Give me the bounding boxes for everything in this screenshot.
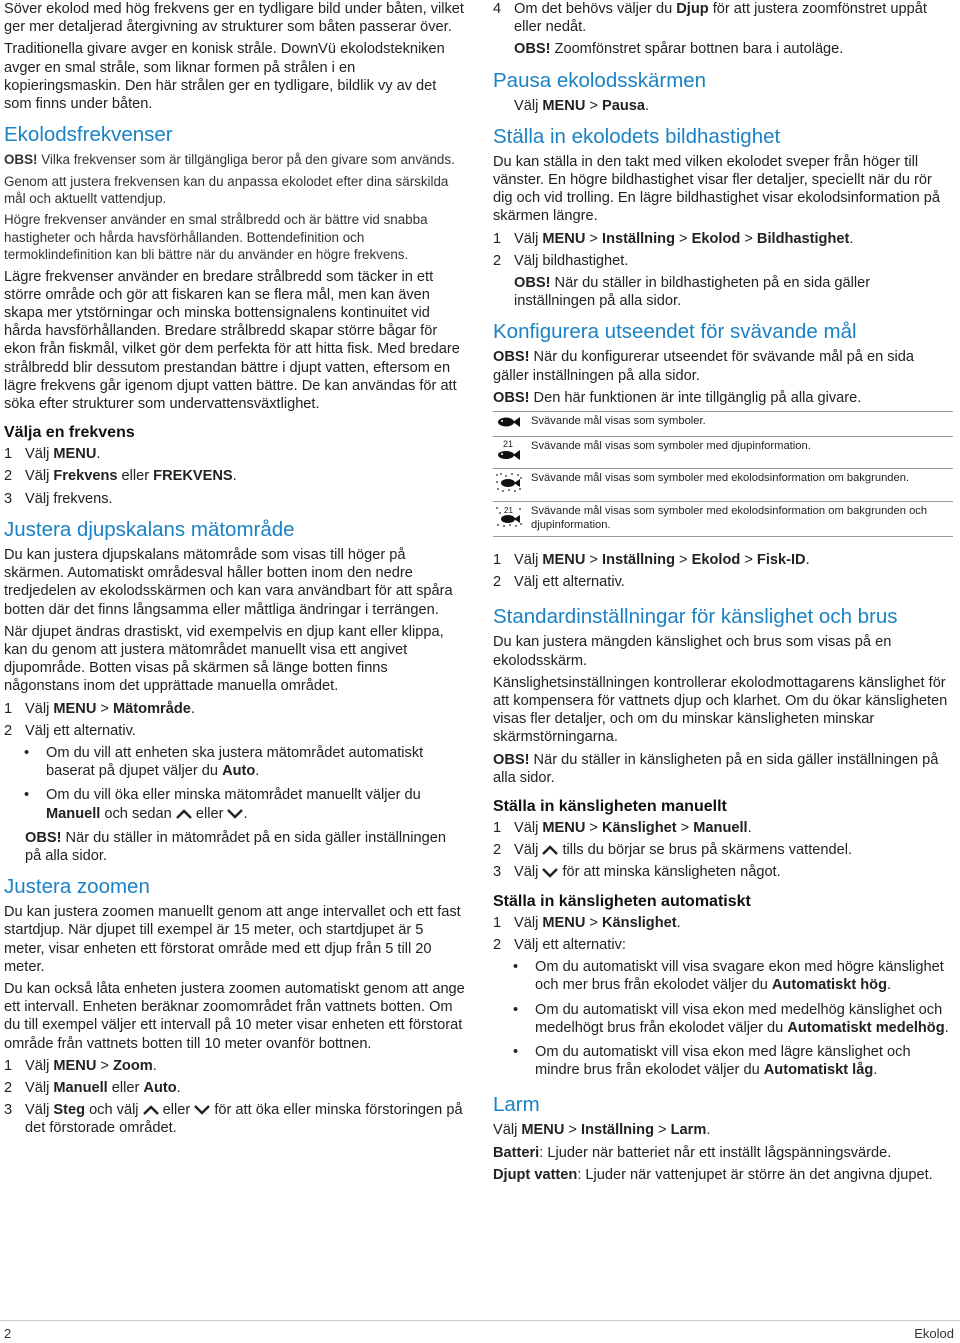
step-2: 2 Välj bildhastighet. — [493, 252, 629, 269]
step-2: 2 Välj tills du börjar se brus på skärmens vattendel. — [493, 842, 853, 859]
heading-alarms: Larm — [493, 1093, 540, 1117]
list-item: • Om du automatiskt vill visa ekon med medelhög känslighet och medelhögt brus från ekolodet väljer du Automatiskt medelhög. — [513, 1001, 949, 1036]
freq-paragraph-3: Lägre frekvenser använder en bredare strålbredd som täcker in ett större område och gör att fiskaren kan se flera mål, men kan även skapa mer ytstörningar och minska bottensignalens kontinuitet vid hårda havsförhållanden. Bredare strålbredd skapar större bågar för ekon från fiskmål, vilket gör dem perfekta för att hitta fisk. Med bredare strålbredd blir dessutom prestandan bättre i djupt vatten, eftersom en lägre frekvens går igenom djupt vatten bättre. De kan användas för att söka efter strukturer som undervattensväxtlighet. — [4, 268, 460, 413]
chevron-down-icon — [227, 809, 243, 819]
step-2: 2 Välj Frekvens eller FREKVENS. — [4, 468, 237, 485]
list-item: • Om du vill öka eller minska mätområdet manuellt väljer du Manuell och sedan eller . — [24, 787, 421, 822]
list-item: • Om du automatiskt vill visa svagare ekon med högre känslighet och mer brus från ekolodet väljer du Automatiskt hög. — [513, 959, 944, 994]
table-row — [493, 469, 953, 502]
heading-pause: Pausa ekolodsskärmen — [493, 68, 707, 92]
chevron-up-icon — [176, 809, 192, 819]
section-name: Ekolod — [914, 1326, 954, 1341]
fish-sonar-icon — [493, 469, 527, 502]
heading-sensitivity: Standardinställningar för känslighet och brus — [493, 605, 898, 629]
step-2: 2 Välj ett alternativ. — [493, 574, 625, 591]
left-column — [4, 0, 466, 1142]
heading-zoom: Justera zoomen — [4, 875, 150, 899]
step-2: 2 Välj ett alternativ. — [4, 722, 136, 739]
alarm-instruction: Välj MENU > Inställning > Larm. — [493, 1122, 711, 1139]
depth-note: OBS! När du ställer in mätområdet på en sida gäller inställningen på alla sidor. — [25, 829, 446, 864]
fish-depth-description: Svävande mål visas som symboler med djupinformation. — [527, 437, 953, 469]
freq-paragraph-2: Högre frekvenser använder en smal strålbredd och är bättre vid snabba hastigheter och hårda havsförhållanden. Bottendefinition och termoklindefinition kan bli bättre när du använder en högre frekvens. — [4, 212, 428, 263]
zoom-note: OBS! Zoomfönstret spårar bottnen bara i autoläge. — [514, 41, 844, 58]
fish-symbol-icon — [493, 412, 527, 437]
zoom-paragraph-1: Du kan justera zoomen manuellt genom att ange intervallet och ett fast startdjup. När djupet till exempel är 15 meter, och startdjupet är 5 meter, visar enheten ett förstorat område med ett djup från 5 till 20 meter. — [4, 904, 461, 975]
freq-paragraph-1: Genom att justera frekvensen kan du anpassa ekolodet efter dina särskilda mål och aktuellt vattendjup. — [4, 173, 449, 207]
right-column — [493, 0, 953, 1188]
fish-symbol-description: Svävande mål visas som symboler. — [527, 412, 953, 437]
list-item: • Om du automatiskt vill visa ekon med lägre känslighet och mindre brus från ekolodet väljer du Automatiskt låg. — [513, 1043, 911, 1079]
step-2: 2 Välj Manuell eller Auto. — [4, 1079, 181, 1096]
depth-paragraph-2: När djupet ändras drastiskt, vid exempelvis en djup kant eller klippa, kan du genom att justera mätområdet manuellt visa ett angivet djupområde. Botten visas på skärmen så länge botten finns någonstans inom det upprättade manuella området. — [4, 623, 444, 695]
fish-symbol-table — [493, 411, 953, 537]
fish-note-2: OBS! Den här funktionen är inte tillgänglig på alla givare. — [493, 389, 862, 406]
chevron-down-icon — [194, 1105, 210, 1115]
fish-depth-icon: 21 — [493, 437, 527, 469]
step-1: 1 Välj MENU > Känslighet. — [493, 914, 681, 931]
step-2: 2 Välj ett alternativ: — [493, 936, 626, 953]
zoom-paragraph-2: Du kan också låta enheten justera zoomen automatiskt genom att ange ett intervall. Enheten beräknar zoomområdet från vattnets botten. Om du till exempel väljer ett intervall på 10 meter visar enheten ett förstorat område från vattnets botten till 10 meter ovanför bottnen. — [4, 980, 465, 1052]
step-3: 3 Välj frekvens. — [4, 490, 113, 507]
heading-sensitivity-manual: Ställa in känsligheten manuellt — [493, 798, 727, 816]
page-number: 2 — [4, 1326, 12, 1341]
heading-sonar-frequencies: Ekolodsfrekvenser — [4, 123, 173, 147]
speed-paragraph: Du kan ställa in den takt med vilken ekolodet sveper från höger till vänster. En högre bildhastighet visar fler detaljer, speciellt när du rör dig och vid trolling. En lägre bildhastighet visar ekolodsinformation på skärmen längre. — [493, 153, 940, 225]
freq-note: OBS! Vilka frekvenser som är tillgängliga beror på den givare som används. — [4, 152, 455, 168]
footer-divider — [0, 1320, 960, 1321]
pause-instruction: Välj MENU > Pausa. — [514, 97, 650, 114]
step-1: 1 Välj MENU > Zoom. — [4, 1057, 157, 1074]
heading-fish-symbols: Konfigurera utseendet för svävande mål — [493, 320, 857, 344]
fish-sonar-depth-description: Svävande mål visas som symboler med ekolodsinformation om bakgrunden och djupinformation. — [527, 502, 953, 537]
step-3: 3 Välj Steg och välj eller för att öka eller minska förstoringen på det förstorade området. — [4, 1102, 463, 1137]
step-3: 3 Välj för att minska känsligheten något. — [493, 864, 781, 881]
intro-paragraph-1: Söver ekolod med hög frekvens ger en tydligare bild under båten, vilket ger mer detaljerad återgivning av strukturer som båten passerar över. — [4, 1, 464, 36]
chevron-down-icon — [542, 868, 558, 878]
step-1: 1 Välj MENU > Inställning > Ekolod > Bildhastighet. — [493, 230, 854, 247]
table-row — [493, 502, 953, 537]
list-item: • Om du vill att enheten ska justera mätområdet automatiskt baserat på djupet väljer du Auto. — [24, 744, 424, 780]
fish-sonar-description: Svävande mål visas som symboler med ekolodsinformation om bakgrunden. — [527, 469, 953, 502]
step-1: 1 Välj MENU > Inställning > Ekolod > Fisk-ID. — [493, 552, 810, 569]
svg-text:21: 21 — [504, 506, 513, 516]
sensitivity-options — [493, 958, 953, 1079]
speed-note: OBS! När du ställer in bildhastigheten på en sida gäller inställningen på alla sidor. — [514, 275, 871, 310]
heading-depth-range: Justera djupskalans mätområde — [4, 517, 295, 541]
fish-sonar-depth-icon — [493, 502, 527, 537]
alarm-deep-water: Djupt vatten: Ljuder när vattenjupet är större än det angivna djupet. — [493, 1166, 933, 1183]
heading-select-frequency: Välja en frekvens — [4, 424, 135, 442]
alarm-battery: Batteri: Ljuder när batteriet når ett inställt lågspänningsvärde. — [493, 1144, 892, 1161]
step-1: 1 Välj MENU. — [4, 446, 101, 463]
step-4: 4 Om det behövs väljer du Djup för att justera zoomfönstret uppåt eller nedåt. — [493, 1, 927, 36]
sens-paragraph-1: Du kan justera mängden känslighet och brus som visas på en ekolodsskärm. — [493, 634, 892, 669]
chevron-up-icon — [542, 845, 558, 855]
heading-sensitivity-auto: Ställa in känsligheten automatiskt — [493, 892, 751, 910]
fish-note-1: OBS! När du konfigurerar utseendet för svävande mål på en sida gäller inställningen på alla sidor. — [493, 349, 915, 384]
depth-paragraph-1: Du kan justera djupskalans mätområde som visas till höger på skärmen. Automatiskt områdesval håller botten inom den nedre tredjedelen av ekolodsskärmen och kan vara användbart för att spåra botten där det finns långsamma eller måttliga ändringar i terrängen. — [4, 546, 453, 618]
chevron-up-icon — [143, 1105, 159, 1115]
table-row — [493, 437, 953, 469]
step-1: 1 Välj MENU > Mätområde. — [4, 700, 195, 717]
depth-options — [4, 744, 466, 823]
sens-note: OBS! När du ställer in känsligheten på en sida gäller inställningen på alla sidor. — [493, 751, 939, 786]
heading-scroll-speed: Ställa in ekolodets bildhastighet — [493, 124, 781, 148]
sens-paragraph-2: Känslighetsinställningen kontrollerar ekolodmottagarens känslighet för att kompensera för vattnets djup och klarhet. Om du ökar känsligheten visas fler detaljer, och om du minskar känsligheten minskar skärmstörningarna. — [493, 674, 948, 746]
intro-paragraph-2: Traditionella givare avger en konisk stråle. DownVü ekolodstekniken avger en smal stråle, som liknar formen på strålen i en kopieringsmaskin. Den här strålen ger en tydligare, bildlik vy av det som finns under båten. — [4, 41, 445, 113]
step-1: 1 Välj MENU > Känslighet > Manuell. — [493, 820, 752, 837]
table-row — [493, 412, 953, 437]
